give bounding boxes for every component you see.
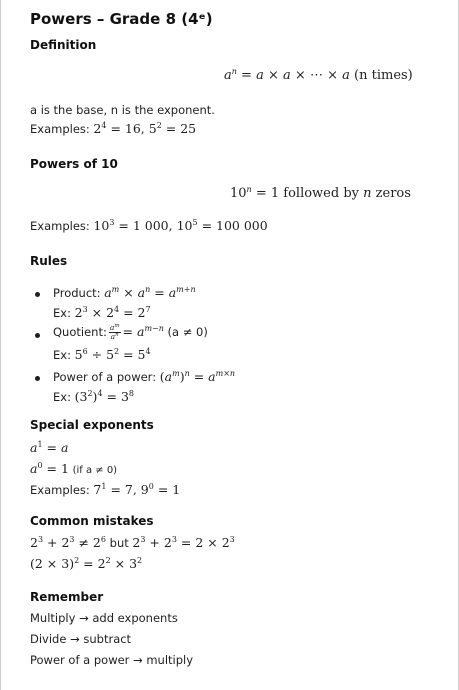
powers-of-10-heading: Powers of 10: [30, 157, 118, 171]
rule-power-example: Ex: $(3^2)^4 = 3^8$: [53, 389, 134, 404]
remember-item-multiply: Multiply → add exponents: [30, 611, 178, 625]
bullet-product: [35, 292, 40, 297]
rule-power-of-power: Power of a power: $(a^m)^n = a^{m\times n}$: [53, 369, 236, 384]
definition-examples: Examples: $2^4 = 16$, $5^2 = 25$: [30, 121, 197, 136]
definition-heading: Definition: [30, 38, 97, 52]
special-examples: Examples: $7^1 = 7$, $9^0 = 1$: [30, 482, 181, 497]
definition-explanation: a is the base, n is the exponent.: [30, 103, 215, 117]
powers-of-10-formula: $10^n = 1$ followed by n zeros: [230, 185, 411, 201]
rule-quotient-example: Ex: $5^6 \div 5^2 = 5^4$: [53, 347, 151, 362]
special-power-zero: $a^0 = 1$ (if a ≠ 0): [30, 461, 118, 476]
rule-quotient: Quotient: $\frac{a^m}{a^n}$ = $a^{m-n}$ (a ≠ 0): [53, 323, 208, 341]
remember-item-divide: Divide → subtract: [30, 632, 132, 646]
mistake-sum: $2^3 + 2^3 \ne 2^6$ but $2^3 + 2^3 = 2 \times 2^3$: [30, 535, 235, 550]
special-power-one: $a^1 = a$: [30, 440, 69, 455]
rules-heading: Rules: [30, 254, 68, 268]
powers-of-10-formula-text: 1 followed by: [270, 186, 359, 201]
definition-times: (n times): [354, 68, 413, 83]
bullet-power: [35, 376, 40, 381]
mistakes-heading: Common mistakes: [30, 514, 154, 528]
remember-item-power: Power of a power → multiply: [30, 653, 194, 667]
mistake-product-power: $(2 \times 3)^2 = 2^2 \times 3^2$: [30, 556, 143, 571]
page-title: Powers – Grade 8 (4ᵉ): [30, 10, 213, 28]
special-heading: Special exponents: [30, 418, 154, 432]
remember-heading: Remember: [30, 590, 104, 604]
bullet-quotient: [35, 333, 40, 338]
powers-of-10-examples-label: Examples:: [30, 219, 90, 233]
powers-of-10-examples: Examples: $10^3 = 1$ 000, $10^5 = 100$ 000: [30, 218, 268, 233]
rule-product-example: Ex: $2^3 \times 2^4 = 2^7$: [53, 305, 151, 320]
powers-of-10-formula-zeros: zeros: [375, 186, 411, 201]
definition-formula: $a^n = a \times a$ × ⋯ × a (n times): [224, 67, 413, 83]
rule-product: Product: $a^m \times a^n = a^{m+n}$: [53, 285, 196, 300]
definition-examples-label: Examples:: [30, 122, 90, 136]
